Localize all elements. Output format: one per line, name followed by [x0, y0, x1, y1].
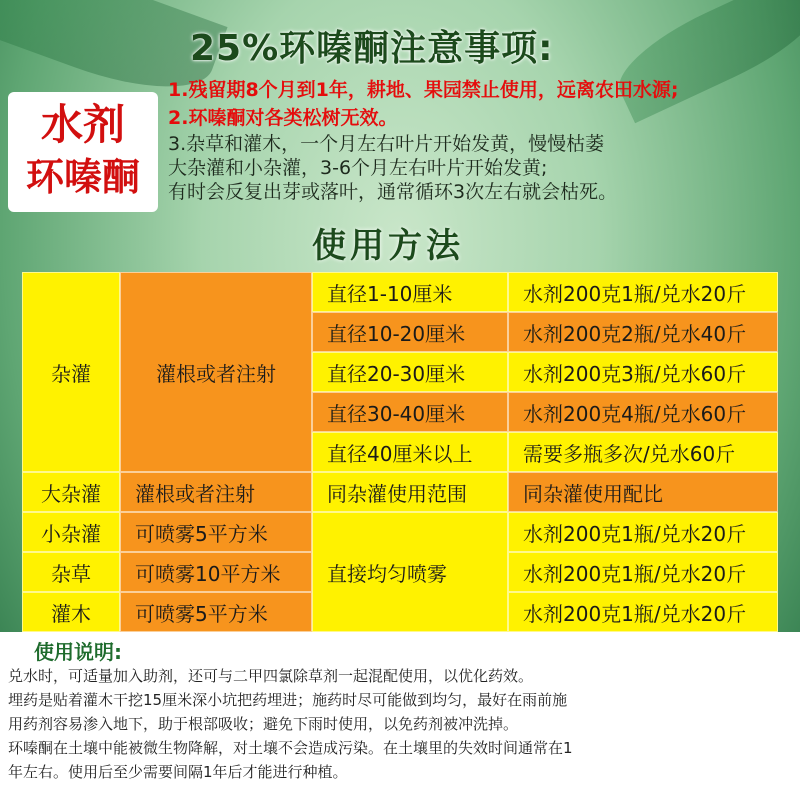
usage-notes [0, 632, 800, 800]
page-title: 25%环嗪酮注意事项: [190, 28, 554, 69]
note-2: 2.环嗪酮对各类松树无效。 [168, 107, 398, 129]
product-stamp [8, 92, 158, 212]
row-label-small: 小杂灌 [22, 512, 120, 552]
big-range: 同杂灌使用范围 [312, 472, 508, 512]
note-1: 1.残留期8个月到1年，耕地、果园禁止使用，远离农田水源; [168, 79, 679, 101]
usage-note-line: 埋药是贴着灌木干挖15厘米深小坑把药埋进；施药时尽可能做到均匀，最好在雨前施 [8, 691, 568, 709]
note-3b: 大杂灌和小杂灌，3-6个月左右叶片开始发黄; [168, 157, 548, 179]
spray-dose-cell: 水剂200克1瓶/兑水20斤 [508, 512, 778, 552]
small-method: 可喷雾5平方米 [120, 512, 312, 552]
note-3a: 3.杂草和灌木，一个月左右叶片开始发黄，慢慢枯萎 [168, 133, 605, 155]
spray-dose-cell: 水剂200克1瓶/兑水20斤 [508, 592, 778, 632]
method-title: 使用方法 [312, 226, 464, 266]
big-method: 灌根或者注射 [120, 472, 312, 512]
usage-note-line: 兑水时，可适量加入助剂，还可与二甲四氯除草剂一起混配使用，以优化药效。 [8, 667, 534, 685]
dose-cell: 需要多瓶多次/兑水60斤 [508, 432, 778, 472]
stamp-line-2: 环嗪酮 [25, 155, 140, 199]
zaguan-method: 灌根或者注射 [120, 272, 312, 472]
usage-note-line: 年左右。使用后至少需要间隔1年后才能进行种植。 [8, 763, 348, 781]
diameter-cell: 直径30-40厘米 [312, 392, 508, 432]
usage-table [22, 272, 778, 632]
dose-cell: 水剂200克3瓶/兑水60斤 [508, 352, 778, 392]
usage-note-line: 环嗪酮在土壤中能被微生物降解，对土壤不会造成污染。在土壤里的失效时间通常在1 [8, 739, 573, 757]
stamp-line-1: 水剂 [40, 100, 125, 149]
row-label-big: 大杂灌 [22, 472, 120, 512]
diameter-cell: 直径20-30厘米 [312, 352, 508, 392]
big-ratio: 同杂灌使用配比 [508, 472, 778, 512]
note-3c: 有时会反复出芽或落叶，通常循环3次左右就会枯死。 [168, 181, 618, 203]
diameter-cell: 直径10-20厘米 [312, 312, 508, 352]
diameter-cell: 直径40厘米以上 [312, 432, 508, 472]
row-label-shrub: 灌木 [22, 592, 120, 632]
spray-dose-cell: 水剂200克1瓶/兑水20斤 [508, 552, 778, 592]
dose-cell: 水剂200克4瓶/兑水60斤 [508, 392, 778, 432]
shrub-method: 可喷雾5平方米 [120, 592, 312, 632]
spray-method: 直接均匀喷雾 [312, 512, 508, 632]
dose-cell: 水剂200克1瓶/兑水20斤 [508, 272, 778, 312]
usage-note-line: 用药剂容易渗入地下，助于根部吸收；避免下雨时使用，以免药剂被冲洗掉。 [8, 715, 519, 733]
usage-notes-title: 使用说明: [34, 640, 122, 664]
dose-cell: 水剂200克2瓶/兑水40斤 [508, 312, 778, 352]
row-label-zaguan: 杂灌 [22, 272, 120, 472]
precautions [168, 76, 798, 204]
weed-method: 可喷雾10平方米 [120, 552, 312, 592]
diameter-cell: 直径1-10厘米 [312, 272, 508, 312]
row-label-weed: 杂草 [22, 552, 120, 592]
